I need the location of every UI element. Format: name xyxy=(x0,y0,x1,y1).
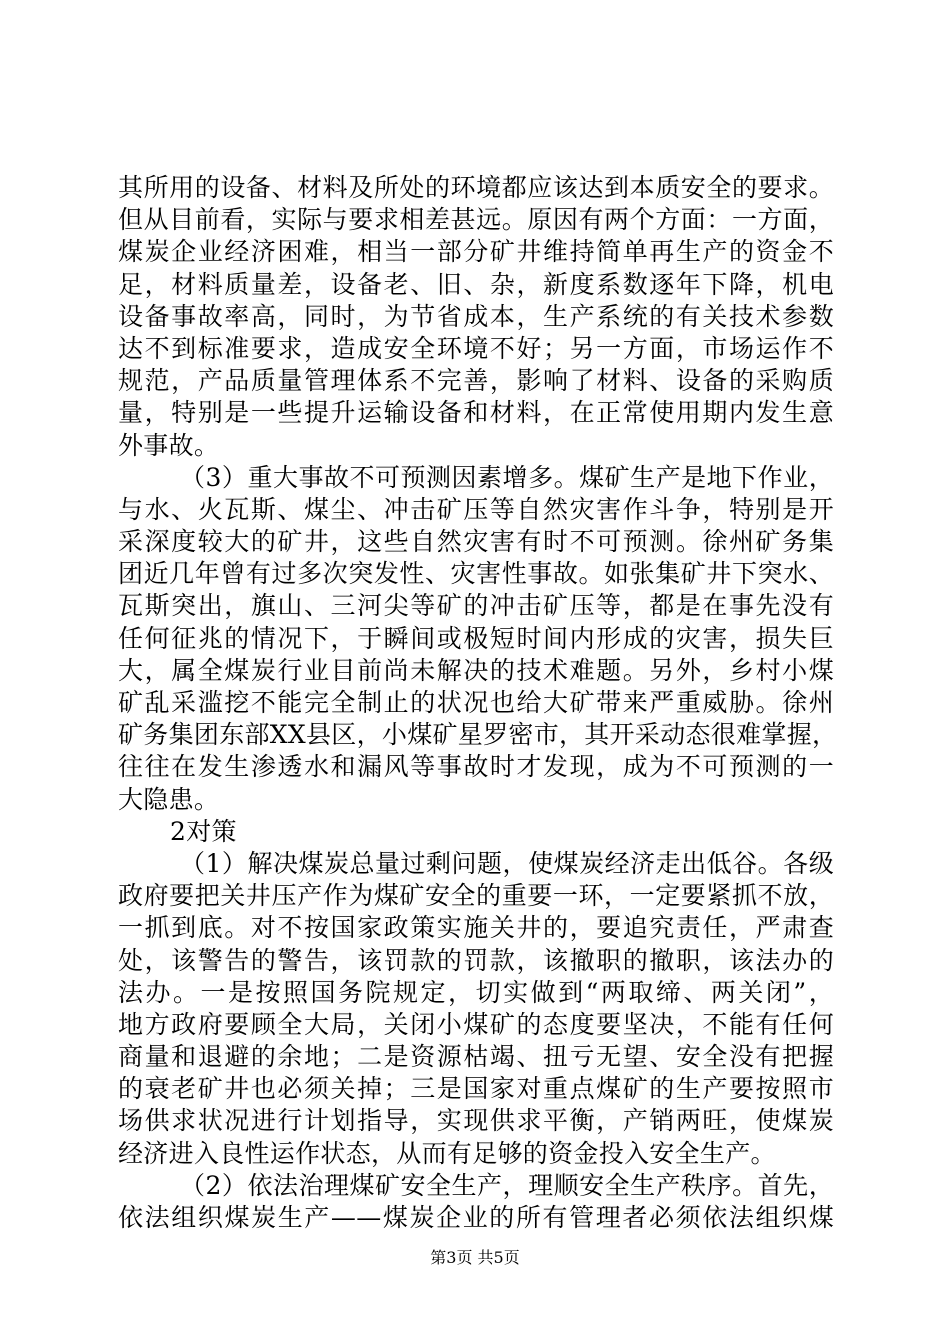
text-line: 其所用的设备、材料及所处的环境都应该达到本质安全的要求。 xyxy=(118,173,834,202)
text-line: 设备事故率高，同时，为节省成本，生产系统的有关技术参数 xyxy=(118,301,834,331)
text-line: 2对策 xyxy=(170,816,237,846)
text-line: 矿乱采滥挖不能完全制止的状况也给大矿带来严重威胁。徐州 xyxy=(118,688,834,717)
text-line: （2）依法治理煤矿安全生产，理顺安全生产秩序。首先， xyxy=(180,1170,834,1200)
text-line: 法办。一是按照国务院规定，切实做到“两取缔、两关闭”， xyxy=(118,977,834,1007)
page-number-label: 第3页 共5页 xyxy=(430,1248,520,1267)
text-line: 场供求状况进行计划指导，实现供求平衡，产销两旺，使煤炭 xyxy=(118,1106,834,1136)
text-line: （3）重大事故不可预测因素增多。煤矿生产是地下作业， xyxy=(180,462,834,492)
document-body xyxy=(118,172,838,1234)
text-line: 瓦斯突出，旗山、三河尖等矿的冲击矿压等，都是在事先没有 xyxy=(118,591,834,621)
text-line: 依法组织煤炭生产——煤炭企业的所有管理者必须依法组织煤 xyxy=(118,1203,834,1232)
text-line: 地方政府要顾全大局，关闭小煤矿的态度要坚决，不能有任何 xyxy=(118,1009,834,1039)
text-line: 政府要把关井压产作为煤矿安全的重要一环，一定要紧抓不放， xyxy=(118,881,834,911)
page-footer xyxy=(0,1248,950,1268)
text-line: 一抓到底。对不按国家政策实施关井的，要追究责任，严肃查 xyxy=(118,913,834,943)
text-line: 的衰老矿井也必须关掉；三是国家对重点煤矿的生产要按照市 xyxy=(118,1074,834,1104)
text-line: 足，材料质量差，设备老、旧、杂，新度系数逐年下降，机电 xyxy=(118,269,834,299)
text-line: 矿务集团东部XX县区，小煤矿星罗密市，其开采动态很难掌握， xyxy=(118,720,838,750)
text-line: 大，属全煤炭行业目前尚未解决的技术难题。另外，乡村小煤 xyxy=(118,655,834,685)
text-line: 煤炭企业经济困难，相当一部分矿井维持简单再生产的资金不 xyxy=(118,237,834,267)
text-line: 任何征兆的情况下，于瞬间或极短时间内形成的灾害，损失巨 xyxy=(118,623,834,653)
text-line: 规范，产品质量管理体系不完善，影响了材料、设备的采购质 xyxy=(118,366,834,396)
text-line: 量，特别是一些提升运输设备和材料，在正常使用期内发生意 xyxy=(118,398,834,428)
text-line: 但从目前看，实际与要求相差甚远。原因有两个方面：一方面， xyxy=(118,205,834,235)
text-line: 采深度较大的矿井，这些自然灾害有时不可预测。徐州矿务集 xyxy=(118,527,834,557)
text-line: 商量和退避的余地；二是资源枯竭、扭亏无望、安全没有把握 xyxy=(118,1042,834,1072)
text-line: 往往在发生渗透水和漏风等事故时才发现，成为不可预测的一 xyxy=(118,752,834,782)
text-line: 团近几年曾有过多次突发性、灾害性事故。如张集矿井下突水、 xyxy=(118,559,834,589)
text-line: 外事故。 xyxy=(118,430,220,460)
text-line: 大隐患。 xyxy=(118,784,220,814)
text-line: 处，该警告的警告，该罚款的罚款，该撤职的撤职，该法办的 xyxy=(118,945,834,975)
text-line: 达不到标准要求，造成安全环境不好；另一方面，市场运作不 xyxy=(118,333,834,363)
text-line: 经济进入良性运作状态，从而有足够的资金投入安全生产。 xyxy=(118,1138,776,1168)
text-line: （1）解决煤炭总量过剩问题，使煤炭经济走出低谷。各级 xyxy=(180,848,834,878)
text-line: 与水、火瓦斯、煤尘、冲击矿压等自然灾害作斗争，特别是开 xyxy=(118,494,834,524)
